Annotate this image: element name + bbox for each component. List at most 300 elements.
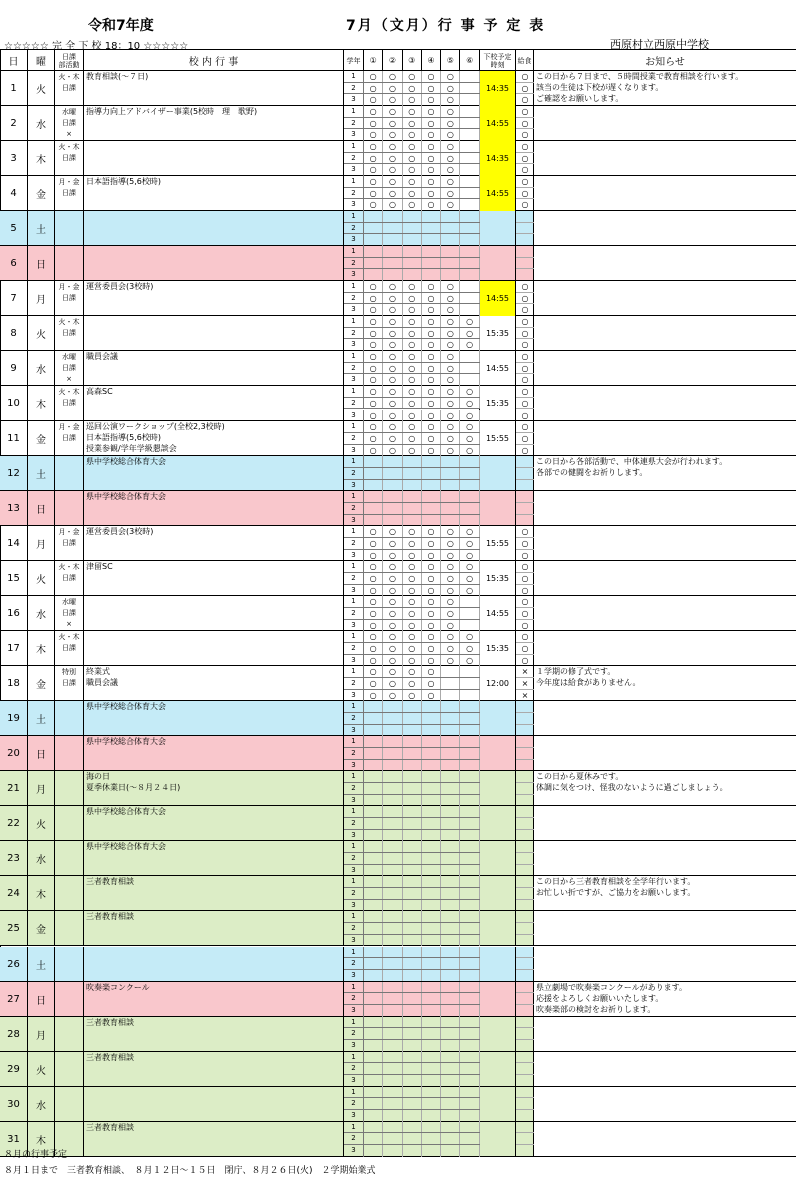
- period-cell: [364, 736, 383, 747]
- schedule-line: [55, 584, 83, 595]
- lunch-mark: [516, 1052, 534, 1064]
- day-grade-periods: [344, 806, 480, 841]
- period-cell: ○: [441, 293, 460, 304]
- period-cell: [461, 620, 480, 632]
- lunch-mark: ○: [516, 421, 534, 433]
- day-weekday: 月: [28, 1017, 55, 1052]
- period-cell: [422, 1040, 441, 1052]
- period-cell: ○: [364, 164, 383, 176]
- period-cell: [422, 1075, 441, 1087]
- period-cell: ○: [441, 106, 460, 117]
- lunch-mark: [516, 468, 534, 480]
- lunch-mark: ○: [516, 561, 534, 573]
- period-cell: [441, 795, 460, 807]
- grade-label: 2: [344, 748, 364, 759]
- lunch-mark: ○: [521, 340, 529, 350]
- period-cell: ○: [403, 666, 422, 677]
- schedule-line: [55, 1029, 83, 1040]
- schedule-line: [55, 409, 83, 420]
- day-events: 県中学校総合体育大会: [84, 841, 344, 876]
- period-cell: [403, 1052, 422, 1063]
- grade-row: [344, 631, 480, 643]
- schedule-line: [55, 269, 83, 280]
- grade-row: [344, 1052, 480, 1064]
- grade-row: [344, 841, 480, 853]
- period-cell: [403, 269, 422, 281]
- period-cell: ○: [383, 94, 402, 106]
- day-row: [0, 211, 796, 246]
- grade-label: 3: [344, 935, 364, 947]
- day-events: [84, 947, 344, 982]
- period-cell: ○: [383, 106, 402, 117]
- grade-label: 2: [344, 293, 364, 304]
- period-cell: [403, 223, 422, 234]
- schedule-line: [55, 748, 83, 759]
- period-cell: [441, 690, 460, 702]
- period-cell: [383, 947, 402, 958]
- period-cell: [461, 1075, 480, 1087]
- grade-label: 3: [344, 690, 364, 702]
- dismissal-time: [480, 982, 516, 1017]
- period-cell: [441, 246, 460, 257]
- period-cell: [461, 71, 480, 82]
- grade-label: 1: [344, 701, 364, 712]
- period-cell: ○: [422, 550, 441, 562]
- period-cell: [461, 1005, 480, 1017]
- day-events: [84, 316, 344, 351]
- grade-row: [344, 445, 480, 457]
- grade-row: [344, 398, 480, 410]
- period-cell: ○: [383, 445, 402, 457]
- lunch-mark: [516, 1005, 534, 1017]
- period-cell: ○: [441, 620, 460, 632]
- lunch-mark: [516, 760, 534, 772]
- day-weekday: 水: [28, 106, 55, 141]
- period-cell: ○: [461, 561, 480, 572]
- day-date: 3: [0, 141, 28, 176]
- day-lunch: [516, 316, 534, 351]
- period-cell: ○: [364, 328, 383, 339]
- lunch-mark: [516, 841, 534, 853]
- period-cell: ○: [403, 141, 422, 152]
- period-cell: ○: [441, 316, 460, 327]
- lunch-mark: [516, 246, 534, 258]
- day-grade-periods: [344, 211, 480, 246]
- period-cell: [364, 1063, 383, 1074]
- lunch-mark: ○: [516, 398, 534, 410]
- lunch-mark: ○: [516, 526, 534, 538]
- period-cell: [461, 900, 480, 912]
- lunch-mark: ○: [516, 538, 534, 550]
- grade-label: 1: [344, 456, 364, 467]
- period-cell: [461, 725, 480, 737]
- period-cell: [441, 1087, 460, 1098]
- period-cell: [422, 1005, 441, 1017]
- period-cell: ○: [422, 188, 441, 199]
- day-events: 県中学校総合体育大会: [84, 736, 344, 771]
- day-date: 27: [0, 982, 28, 1017]
- dismissal-time: [480, 1087, 516, 1122]
- day-events: 県中学校総合体育大会: [84, 456, 344, 491]
- period-cell: [383, 1040, 402, 1052]
- lunch-mark: [516, 456, 534, 468]
- grade-label: 1: [344, 771, 364, 782]
- schedule-line: [55, 1005, 83, 1016]
- period-cell: [364, 456, 383, 467]
- period-cell: [422, 515, 441, 527]
- period-cell: ○: [403, 690, 422, 702]
- period-cell: [383, 491, 402, 502]
- lunch-mark: ○: [516, 281, 534, 293]
- period-cell: [441, 993, 460, 1004]
- period-cell: ○: [441, 585, 460, 597]
- day-grade-periods: [344, 246, 480, 281]
- period-cell: [364, 935, 383, 947]
- day-weekday: 水: [28, 596, 55, 631]
- period-cell: ○: [383, 398, 402, 409]
- period-cell: [422, 818, 441, 829]
- grade-label: 2: [344, 1028, 364, 1039]
- day-schedule-type: [55, 841, 84, 876]
- day-lunch: [516, 947, 534, 982]
- period-cell: ○: [403, 608, 422, 619]
- period-cell: ○: [461, 585, 480, 597]
- day-events: 津留SC: [84, 561, 344, 596]
- lunch-mark: ○: [521, 620, 529, 630]
- period-cell: ○: [441, 94, 460, 106]
- day-row: [0, 71, 796, 106]
- period-cell: [383, 795, 402, 807]
- period-cell: [441, 982, 460, 993]
- day-grade-periods: [344, 771, 480, 806]
- period-cell: ○: [441, 141, 460, 152]
- period-cell: [383, 1005, 402, 1017]
- period-cell: [461, 491, 480, 502]
- day-date: 11: [0, 421, 28, 456]
- grade-label: 3: [344, 515, 364, 527]
- period-cell: [364, 795, 383, 807]
- period-cell: ○: [383, 538, 402, 549]
- grade-row: [344, 1040, 480, 1052]
- period-cell: [422, 1063, 441, 1074]
- day-weekday: 火: [28, 561, 55, 596]
- day-lunch: [516, 141, 534, 176]
- schedule-line: [55, 457, 83, 468]
- period-cell: [364, 771, 383, 782]
- day-weekday: 日: [28, 246, 55, 281]
- period-cell: ○: [422, 363, 441, 374]
- grade-label: 3: [344, 339, 364, 351]
- period-cell: [461, 783, 480, 794]
- period-cell: [383, 935, 402, 947]
- period-cell: [422, 911, 441, 922]
- grade-label: 1: [344, 631, 364, 642]
- period-cell: ○: [422, 643, 441, 654]
- grade-label: 2: [344, 573, 364, 584]
- grade-row: [344, 223, 480, 235]
- dismissal-time: 14:55: [480, 106, 516, 141]
- period-cell: ○: [364, 678, 383, 689]
- day-date: 18: [0, 666, 28, 701]
- lunch-mark: [516, 818, 534, 830]
- period-cell: [461, 690, 480, 702]
- schedule-line: 日課: [62, 119, 76, 128]
- day-notice: [534, 386, 796, 421]
- schedule-line: 日課: [62, 84, 76, 92]
- schedule-line: [55, 1088, 83, 1099]
- day-grade-periods: [344, 1122, 480, 1157]
- day-lunch: [516, 911, 534, 946]
- period-cell: [383, 480, 402, 492]
- day-row: [0, 947, 796, 982]
- period-cell: [403, 258, 422, 269]
- day-date: 2: [0, 106, 28, 141]
- schedule-line: 日課: [62, 189, 76, 198]
- grade-label: 3: [344, 199, 364, 211]
- schedule-line: 日課: [62, 329, 76, 338]
- lunch-mark: ×: [516, 666, 534, 678]
- period-cell: ○: [461, 445, 480, 457]
- grade-label: 3: [344, 725, 364, 737]
- grade-row: [344, 818, 480, 830]
- grade-row: [344, 585, 480, 597]
- period-cell: [403, 491, 422, 502]
- schedule-line: 月・金: [58, 283, 80, 292]
- period-cell: ○: [364, 83, 383, 94]
- grade-row: [344, 456, 480, 468]
- period-cell: [403, 515, 422, 527]
- lunch-mark: [516, 830, 534, 842]
- period-cell: [461, 760, 480, 772]
- dismissal-time: [480, 806, 516, 841]
- period-cell: [383, 783, 402, 794]
- period-cell: ○: [383, 678, 402, 689]
- grade-label: 2: [344, 888, 364, 899]
- period-cell: [422, 935, 441, 947]
- period-cell: [461, 1052, 480, 1063]
- day-grade-periods: [344, 631, 480, 666]
- day-notice: [534, 1122, 796, 1157]
- schedule-line: [55, 1040, 83, 1051]
- day-row: [0, 456, 796, 491]
- lunch-mark: [516, 1145, 534, 1157]
- period-cell: [461, 970, 480, 982]
- day-schedule-type: [55, 1087, 84, 1122]
- schedule-line: ×: [66, 375, 72, 384]
- header-dismissal: 下校予定 時刻: [480, 50, 516, 71]
- lunch-mark: ○: [521, 410, 529, 420]
- day-grade-periods: [344, 876, 480, 911]
- day-row: [0, 141, 796, 176]
- period-cell: ○: [403, 410, 422, 422]
- period-cell: ○: [403, 71, 422, 82]
- day-schedule-type: [55, 351, 84, 386]
- period-cell: [422, 771, 441, 782]
- period-cell: ○: [403, 550, 422, 562]
- period-cell: ○: [403, 328, 422, 339]
- schedule-line: [55, 983, 83, 994]
- period-cell: [403, 234, 422, 246]
- period-cell: ○: [441, 351, 460, 362]
- grade-row: [344, 199, 480, 211]
- grade-row: [344, 1098, 480, 1110]
- period-cell: ○: [364, 71, 383, 82]
- period-cell: ○: [441, 118, 460, 129]
- period-cell: ○: [383, 526, 402, 537]
- period-cell: [422, 876, 441, 887]
- period-cell: [441, 1005, 460, 1017]
- day-date: 23: [0, 841, 28, 876]
- grade-row: [344, 1005, 480, 1017]
- schedule-line: 火・木: [58, 563, 80, 572]
- period-cell: ○: [364, 141, 383, 152]
- lunch-mark: ○: [516, 386, 534, 398]
- day-date: 16: [0, 596, 28, 631]
- period-cell: [441, 515, 460, 527]
- period-cell: ○: [364, 118, 383, 129]
- schedule-line: [55, 923, 83, 934]
- grade-row: [344, 993, 480, 1005]
- period-cell: [403, 876, 422, 887]
- grade-label: 1: [344, 316, 364, 327]
- schedule-line: [55, 199, 83, 210]
- period-cell: ○: [422, 141, 441, 152]
- grade-label: 3: [344, 129, 364, 141]
- grade-label: 3: [344, 795, 364, 807]
- grade-label: 1: [344, 1017, 364, 1028]
- period-cell: ○: [422, 386, 441, 397]
- dismissal-time: [480, 771, 516, 806]
- period-cell: [441, 736, 460, 747]
- period-cell: [403, 841, 422, 852]
- period-cell: [403, 970, 422, 982]
- period-cell: [403, 783, 422, 794]
- grade-label: 1: [344, 947, 364, 958]
- grade-label: 1: [344, 982, 364, 993]
- day-row: [0, 421, 796, 456]
- period-cell: [403, 982, 422, 993]
- schedule-line: 月・金: [58, 423, 80, 432]
- day-lunch: [516, 982, 534, 1017]
- day-grade-periods: [344, 491, 480, 526]
- period-cell: [364, 982, 383, 993]
- dismissal-time: [480, 1122, 516, 1157]
- schedule-line: 火・木: [58, 143, 80, 152]
- period-cell: ○: [383, 164, 402, 176]
- day-grade-periods: [344, 561, 480, 596]
- period-cell: [364, 246, 383, 257]
- schedule-line: [55, 783, 83, 794]
- grade-row: [344, 573, 480, 585]
- day-grade-periods: [344, 596, 480, 631]
- day-row: [0, 596, 796, 631]
- grade-label: 1: [344, 1052, 364, 1063]
- period-cell: [403, 853, 422, 864]
- period-cell: [461, 199, 480, 211]
- grade-row: [344, 316, 480, 328]
- period-cell: ○: [403, 304, 422, 316]
- period-cell: [422, 993, 441, 1004]
- day-row: [0, 736, 796, 771]
- header-period-5: ⑤: [441, 50, 460, 71]
- period-cell: [461, 106, 480, 117]
- period-cell: ○: [422, 445, 441, 457]
- period-cell: ○: [422, 164, 441, 176]
- period-cell: ○: [422, 106, 441, 117]
- schedule-line: [55, 468, 83, 479]
- period-cell: ○: [383, 643, 402, 654]
- period-cell: [383, 211, 402, 222]
- period-cell: [422, 760, 441, 772]
- day-date: 8: [0, 316, 28, 351]
- period-cell: ○: [422, 351, 441, 362]
- grade-label: 1: [344, 596, 364, 607]
- period-cell: ○: [441, 573, 460, 584]
- day-lunch: [516, 596, 534, 631]
- period-cell: [364, 1098, 383, 1109]
- period-cell: ○: [383, 655, 402, 667]
- period-cell: [364, 1028, 383, 1039]
- lunch-mark: ○: [516, 71, 534, 83]
- period-cell: [441, 1110, 460, 1122]
- period-cell: [422, 748, 441, 759]
- lunch-mark: ○: [516, 176, 534, 188]
- period-cell: [383, 1028, 402, 1039]
- day-events: 三者教育相談: [84, 876, 344, 911]
- grade-row: [344, 853, 480, 865]
- period-cell: [403, 795, 422, 807]
- period-cell: ○: [403, 655, 422, 667]
- period-cell: [422, 223, 441, 234]
- period-cell: [461, 1145, 480, 1157]
- period-cell: ○: [441, 410, 460, 422]
- grade-row: [344, 71, 480, 83]
- period-cell: [403, 246, 422, 257]
- period-cell: [461, 503, 480, 514]
- day-events: 運営委員会(3校時): [84, 281, 344, 316]
- period-cell: [383, 1110, 402, 1122]
- lunch-mark: ○: [521, 305, 529, 315]
- period-cell: [383, 760, 402, 772]
- period-cell: [441, 480, 460, 492]
- period-cell: ○: [422, 631, 441, 642]
- schedule-line: 水曜: [62, 598, 76, 607]
- day-events: 指導力向上アドバイザー事業(5校時 理 歌野): [84, 106, 344, 141]
- period-cell: [461, 865, 480, 877]
- dismissal-time: [480, 246, 516, 281]
- schedule-line: [55, 304, 83, 315]
- period-cell: ○: [383, 386, 402, 397]
- period-cell: [403, 1098, 422, 1109]
- day-date: 19: [0, 701, 28, 736]
- day-schedule-type: [55, 666, 84, 701]
- period-cell: ○: [441, 398, 460, 409]
- period-cell: [364, 269, 383, 281]
- day-lunch: [516, 1017, 534, 1052]
- period-cell: ○: [383, 176, 402, 187]
- period-cell: [364, 958, 383, 969]
- period-cell: [403, 1122, 422, 1133]
- grade-row: [344, 293, 480, 305]
- day-grade-periods: [344, 982, 480, 1017]
- day-grade-periods: [344, 911, 480, 946]
- period-cell: ○: [383, 293, 402, 304]
- grade-label: 1: [344, 71, 364, 82]
- lunch-mark: ○: [521, 655, 529, 665]
- day-notice: [534, 701, 796, 736]
- day-date: 26: [0, 947, 28, 982]
- period-cell: [461, 374, 480, 386]
